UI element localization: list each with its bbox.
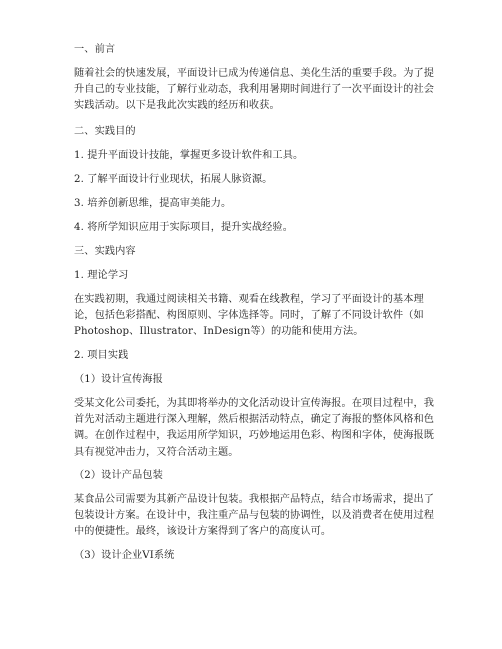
subheading-project: 2. 项目实践: [74, 350, 129, 361]
paragraph-packaging: 某食品公司需要为其新产品设计包装。我根据产品特点，结合市场需求，提出了包装设计方案。在设计中，我注重产品与包装的协调性，以及消费者在使用过程中的便捷性。最终，该设计方案得到了客户的高度认可。: [74, 494, 435, 538]
goal-item: 4. 将所学知识应用于实际项目，提升实战经验。: [74, 222, 294, 233]
project-title-packaging: （2）设计产品包装: [74, 470, 163, 481]
goal-item: 1. 提升平面设计技能，掌握更多设计软件和工具。: [74, 150, 304, 161]
paragraph-intro: 随着社会的快速发展，平面设计已成为传递信息、美化生活的重要手段。为了提升自己的专业技能，了解行业动态，我利用暑期时间进行了一次平面设计的社会实践活动。以下是我此次实践的经历和收获。: [74, 68, 435, 112]
project-title-vi: （3）设计企业VI系统: [74, 550, 175, 561]
paragraph-theory: 在实践初期，我通过阅读相关书籍、观看在线教程，学习了平面设计的基本理论，包括色彩搭配、构图原则、字体选择等。同时，了解了不同设计软件（如Photoshop、Illustrator、InDesign等）的功能和使用方法。: [74, 294, 424, 338]
heading-preface: 一、前言: [74, 44, 116, 55]
goal-item: 2. 了解平面设计行业现状，拓展人脉资源。: [74, 174, 273, 185]
goal-item: 3. 培养创新思维，提高审美能力。: [74, 198, 232, 209]
heading-purpose: 二、实践目的: [74, 126, 136, 137]
heading-content: 三、实践内容: [74, 246, 136, 257]
paragraph-poster: 受某文化公司委托，为其即将举办的文化活动设计宣传海报。在项目过程中，我首先对活动主题进行深入理解，然后根据活动特点，确定了海报的整体风格和色调。在创作过程中，我运用所学知识，巧妙地运用色彩、构图和字体，使海报既具有视觉冲击力，又符合活动主题。: [74, 398, 435, 458]
project-title-poster: （1）设计宣传海报: [74, 374, 163, 385]
subheading-theory: 1. 理论学习: [74, 270, 129, 281]
